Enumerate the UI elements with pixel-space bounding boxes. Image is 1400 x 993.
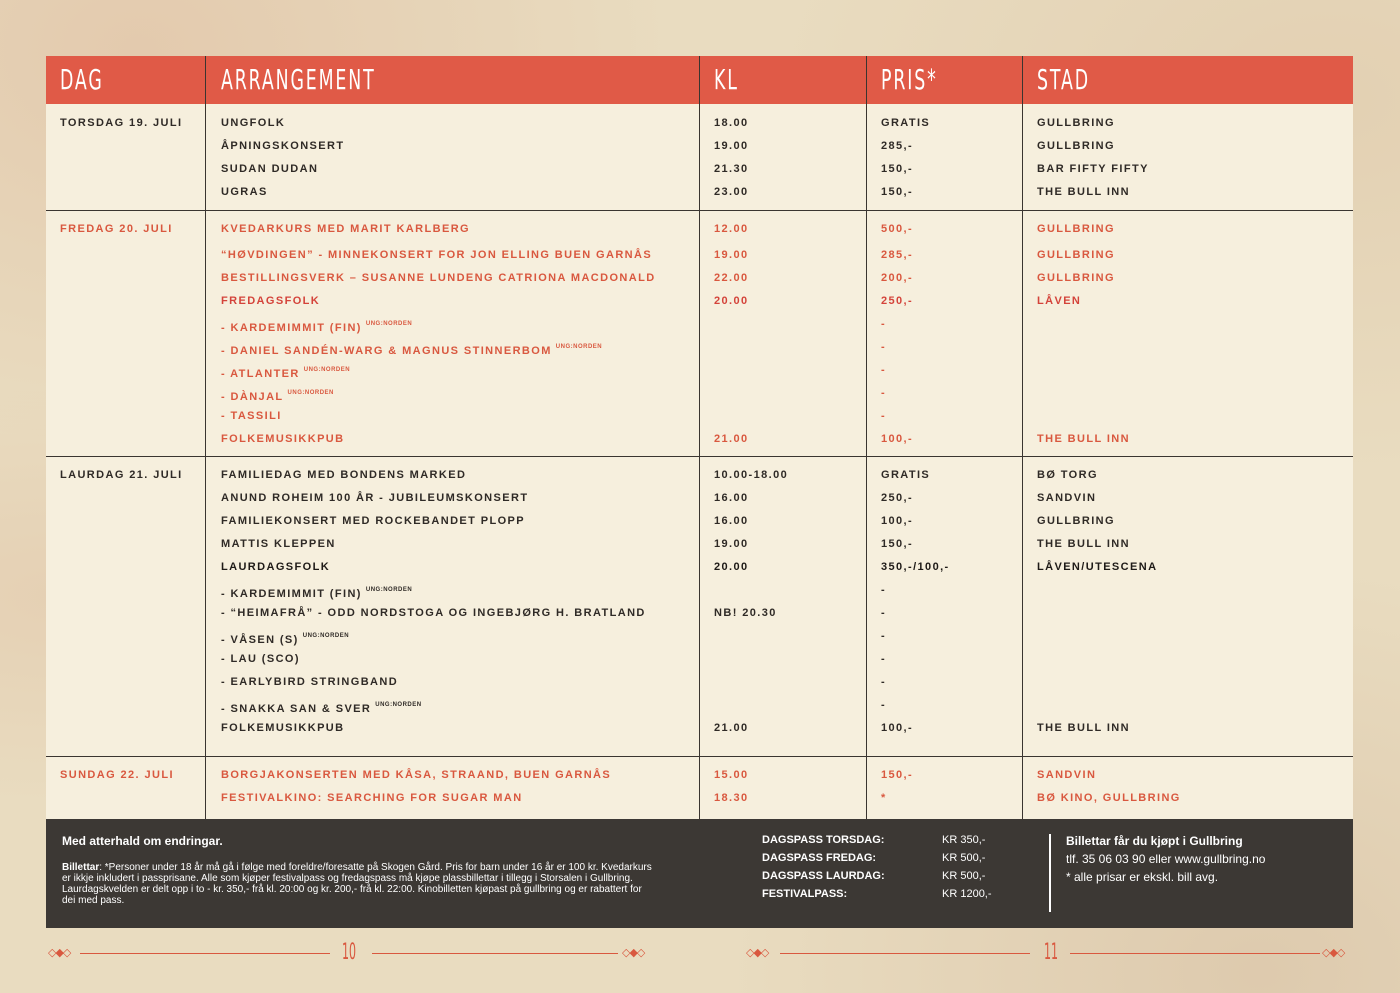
event-name — [221, 112, 285, 135]
time-value: 21.00 — [714, 433, 749, 445]
venue-value: SANDVIN — [1037, 492, 1097, 504]
venue-value: BAR FIFTY FIFTY — [1037, 163, 1149, 175]
time-value: 18.00 — [714, 117, 749, 129]
event-name-text: - KARDEMIMMIT (FIN) — [221, 322, 362, 334]
ung-norden-tag: UNG:NORDEN — [365, 321, 413, 327]
time-value: 23.00 — [714, 186, 749, 198]
price-value: 150,- — [881, 538, 914, 550]
event-name — [221, 671, 398, 694]
header-arrangement: ARRANGEMENT — [221, 63, 376, 96]
program-table — [46, 56, 1353, 928]
event-name — [221, 579, 412, 602]
price-value: - — [881, 630, 887, 642]
event-name-text: LAURDAGSFOLK — [221, 561, 331, 573]
event-name — [221, 359, 350, 382]
event-name-text: FAMILIEDAG MED BONDENS MARKED — [221, 469, 467, 481]
page-number-right: 11 — [1044, 940, 1058, 965]
pass-value: KR 500,- — [942, 852, 986, 864]
event-name-text: - SNAKKA SAN & SVER — [221, 703, 372, 715]
price-value: 250,- — [881, 492, 914, 504]
venue-value: GULLBRING — [1037, 515, 1115, 527]
event-name-text: - VÅSEN (S) — [221, 634, 299, 646]
event-name — [221, 405, 282, 428]
event-name-text: SUDAN DUDAN — [221, 163, 319, 175]
event-name — [221, 313, 412, 336]
price-value: GRATIS — [881, 469, 931, 481]
day-label: FREDAG 20. JULI — [60, 223, 173, 235]
price-value: 350,-/100,- — [881, 561, 950, 573]
price-value: - — [881, 387, 887, 399]
event-name — [221, 510, 525, 533]
venue-value: THE BULL INN — [1037, 186, 1130, 198]
venue-value: GULLBRING — [1037, 140, 1115, 152]
venue-value: LÅVEN — [1037, 295, 1082, 307]
event-name — [221, 602, 646, 625]
event-name-text: KVEDARKURS MED MARIT KARLBERG — [221, 223, 470, 235]
event-name — [221, 428, 345, 451]
price-value: - — [881, 364, 887, 376]
event-name-text: - EARLYBIRD STRINGBAND — [221, 676, 399, 688]
price-value: 150,- — [881, 163, 914, 175]
time-value: 10.00-18.00 — [714, 469, 789, 481]
price-value: 285,- — [881, 140, 914, 152]
notice-text: Med atterhald om endringar. — [62, 834, 223, 848]
event-name — [221, 336, 602, 359]
event-name — [221, 533, 336, 556]
billettar-body: : *Personer under 18 år må gå i følge med foreldre/foresatte på Skogen Gård. Pris for barn under 16 år er 100 kr. Kvedarkurs er ikkje inkludert i passprisane. Alle som kjøper festivalpass og fredagspass må kjøpe plassbillettar i tillegg i Storsalen i Gullbring. Laurdagskvelden er delt opp i to - kr. 350,- frå kl. 20:00 og kr. 200,- frå kl. 22:00. Kinobilletten kjøpast på gullbring og er rabattert for dei med pass. — [62, 862, 652, 906]
divider — [780, 953, 1030, 954]
event-name-text: FOLKEMUSIKKPUB — [221, 722, 345, 734]
event-name — [221, 158, 318, 181]
event-name — [221, 464, 466, 487]
time-value: 15.00 — [714, 769, 749, 781]
price-value: GRATIS — [881, 117, 931, 129]
divider — [1070, 953, 1320, 954]
price-value: 150,- — [881, 186, 914, 198]
price-value: * — [881, 792, 887, 804]
pass-label: DAGSPASS LAURDAG: — [762, 870, 885, 882]
header-dag: DAG — [60, 63, 104, 96]
billettar-text — [62, 862, 652, 906]
ung-norden-tag: UNG:NORDEN — [375, 702, 422, 708]
ornament-icon: ◇◆◇ — [48, 947, 71, 959]
price-value: 285,- — [881, 249, 914, 261]
price-value: 250,- — [881, 295, 914, 307]
buy-contact: tlf. 35 06 03 90 eller www.gullbring.no — [1066, 852, 1266, 866]
event-name-text: BESTILLINGSVERK – SUSANNE LUNDENG CATRIONA MACDONALD — [221, 272, 656, 284]
event-name-text: ANUND ROHEIM 100 ÅR - JUBILEUMSKONSERT — [221, 492, 529, 504]
venue-value: GULLBRING — [1037, 223, 1115, 235]
event-name-text: ÅPNINGSKONSERT — [221, 140, 345, 152]
column-divider — [866, 56, 867, 819]
pass-label: DAGSPASS FREDAG: — [762, 852, 877, 864]
footer-divider — [1049, 834, 1051, 912]
event-name-text: UNGFOLK — [221, 117, 286, 129]
price-value: - — [881, 410, 887, 422]
event-name — [221, 382, 334, 405]
event-name — [221, 244, 652, 267]
price-value: - — [881, 607, 887, 619]
time-value: 12.00 — [714, 223, 749, 235]
time-value: 19.00 — [714, 538, 749, 550]
price-value: - — [881, 699, 887, 711]
ornament-icon: ◇◆◇ — [622, 947, 645, 959]
price-value: 150,- — [881, 769, 914, 781]
venue-value: THE BULL INN — [1037, 538, 1130, 550]
price-value: 500,- — [881, 223, 914, 235]
venue-value: BØ KINO, GULLBRING — [1037, 792, 1181, 804]
event-name-text: FAMILIEKONSERT MED ROCKEBANDET PLOPP — [221, 515, 526, 527]
ung-norden-tag: UNG:NORDEN — [302, 633, 350, 639]
event-name-text: - LAU (SCO) — [221, 653, 300, 665]
event-name — [221, 487, 528, 510]
pass-value: KR 350,- — [942, 834, 986, 846]
price-value: - — [881, 653, 887, 665]
ung-norden-tag: UNG:NORDEN — [287, 390, 334, 396]
venue-value: BØ TORG — [1037, 469, 1098, 481]
ung-norden-tag: UNG:NORDEN — [303, 367, 351, 373]
venue-value: SANDVIN — [1037, 769, 1097, 781]
event-name — [221, 267, 656, 290]
event-name — [221, 181, 268, 204]
venue-value: THE BULL INN — [1037, 433, 1130, 445]
venue-value: GULLBRING — [1037, 117, 1115, 129]
event-name-text: - “HEIMAFRÅ” - ODD NORDSTOGA OG INGEBJØRG H. BRATLAND — [221, 607, 646, 619]
event-name — [221, 764, 611, 787]
billettar-label: Billettar — [62, 862, 100, 873]
time-value: 21.00 — [714, 722, 749, 734]
price-value: - — [881, 676, 887, 688]
event-name — [221, 218, 470, 241]
event-name-text: UGRAS — [221, 186, 268, 198]
time-value: 16.00 — [714, 492, 749, 504]
time-value: 21.30 — [714, 163, 749, 175]
event-name — [221, 717, 345, 740]
header-kl: KL — [714, 63, 739, 96]
time-value: 16.00 — [714, 515, 749, 527]
ornament-icon: ◇◆◇ — [1322, 947, 1345, 959]
pass-label: FESTIVALPASS: — [762, 888, 848, 900]
time-value: 19.00 — [714, 140, 749, 152]
event-name — [221, 625, 349, 648]
column-divider — [205, 56, 206, 819]
price-value: - — [881, 341, 887, 353]
event-name-text: - ATLANTER — [221, 368, 300, 380]
venue-value: GULLBRING — [1037, 272, 1115, 284]
time-value: 18.30 — [714, 792, 749, 804]
event-name — [221, 290, 320, 313]
day-label: LAURDAG 21. JULI — [60, 469, 183, 481]
price-value: - — [881, 318, 887, 330]
column-divider — [699, 56, 700, 819]
event-name-text: FOLKEMUSIKKPUB — [221, 433, 345, 445]
day-label: TORSDAG 19. JULI — [60, 117, 183, 129]
event-name-text: - TASSILI — [221, 410, 282, 422]
event-name — [221, 694, 422, 717]
pass-value: KR 500,- — [942, 870, 986, 882]
venue-value: THE BULL INN — [1037, 722, 1130, 734]
divider — [80, 953, 330, 954]
time-value: 22.00 — [714, 272, 749, 284]
event-name-text: BORGJAKONSERTEN MED KÅSA, STRAAND, BUEN GARNÅS — [221, 769, 612, 781]
event-name — [221, 135, 345, 158]
event-name-text: FREDAGSFOLK — [221, 295, 321, 307]
price-value: 200,- — [881, 272, 914, 284]
ung-norden-tag: UNG:NORDEN — [365, 587, 413, 593]
footer-info — [46, 819, 1353, 928]
event-name — [221, 648, 300, 671]
time-value: 19.00 — [714, 249, 749, 261]
pass-label: DAGSPASS TORSDAG: — [762, 834, 885, 846]
column-divider — [1022, 56, 1023, 819]
event-name-text: - KARDEMIMMIT (FIN) — [221, 588, 362, 600]
header-stad: STAD — [1037, 63, 1090, 96]
price-value: 100,- — [881, 515, 914, 527]
header-pris: PRIS* — [881, 63, 938, 96]
event-name-text: “HØVDINGEN” - MINNEKONSERT FOR JON ELLING BUEN GARNÅS — [221, 249, 653, 261]
day-label: SUNDAG 22. JULI — [60, 769, 174, 781]
page-number-left: 10 — [342, 940, 356, 965]
event-name-text: - DANIEL SANDÉN-WARG & MAGNUS STINNERBOM — [221, 345, 552, 357]
divider — [372, 953, 618, 954]
event-name-text: - DÀNJAL — [221, 391, 284, 403]
pass-value: KR 1200,- — [942, 888, 992, 900]
venue-value: GULLBRING — [1037, 249, 1115, 261]
time-value: NB! 20.30 — [714, 607, 777, 619]
event-name — [221, 787, 523, 810]
event-name-text: MATTIS KLEPPEN — [221, 538, 336, 550]
price-value: 100,- — [881, 722, 914, 734]
time-value: 20.00 — [714, 561, 749, 573]
ornament-icon: ◇◆◇ — [746, 947, 769, 959]
time-value: 20.00 — [714, 295, 749, 307]
ung-norden-tag: UNG:NORDEN — [555, 344, 603, 350]
price-value: - — [881, 584, 887, 596]
venue-value: LÅVEN/UTESCENA — [1037, 561, 1158, 573]
price-value: 100,- — [881, 433, 914, 445]
event-name — [221, 556, 330, 579]
event-name-text: FESTIVALKINO: SEARCHING FOR SUGAR MAN — [221, 792, 523, 804]
buy-note: * alle prisar er ekskl. bill avg. — [1066, 870, 1219, 884]
buy-title: Billettar får du kjøpt i Gullbring — [1066, 834, 1243, 848]
